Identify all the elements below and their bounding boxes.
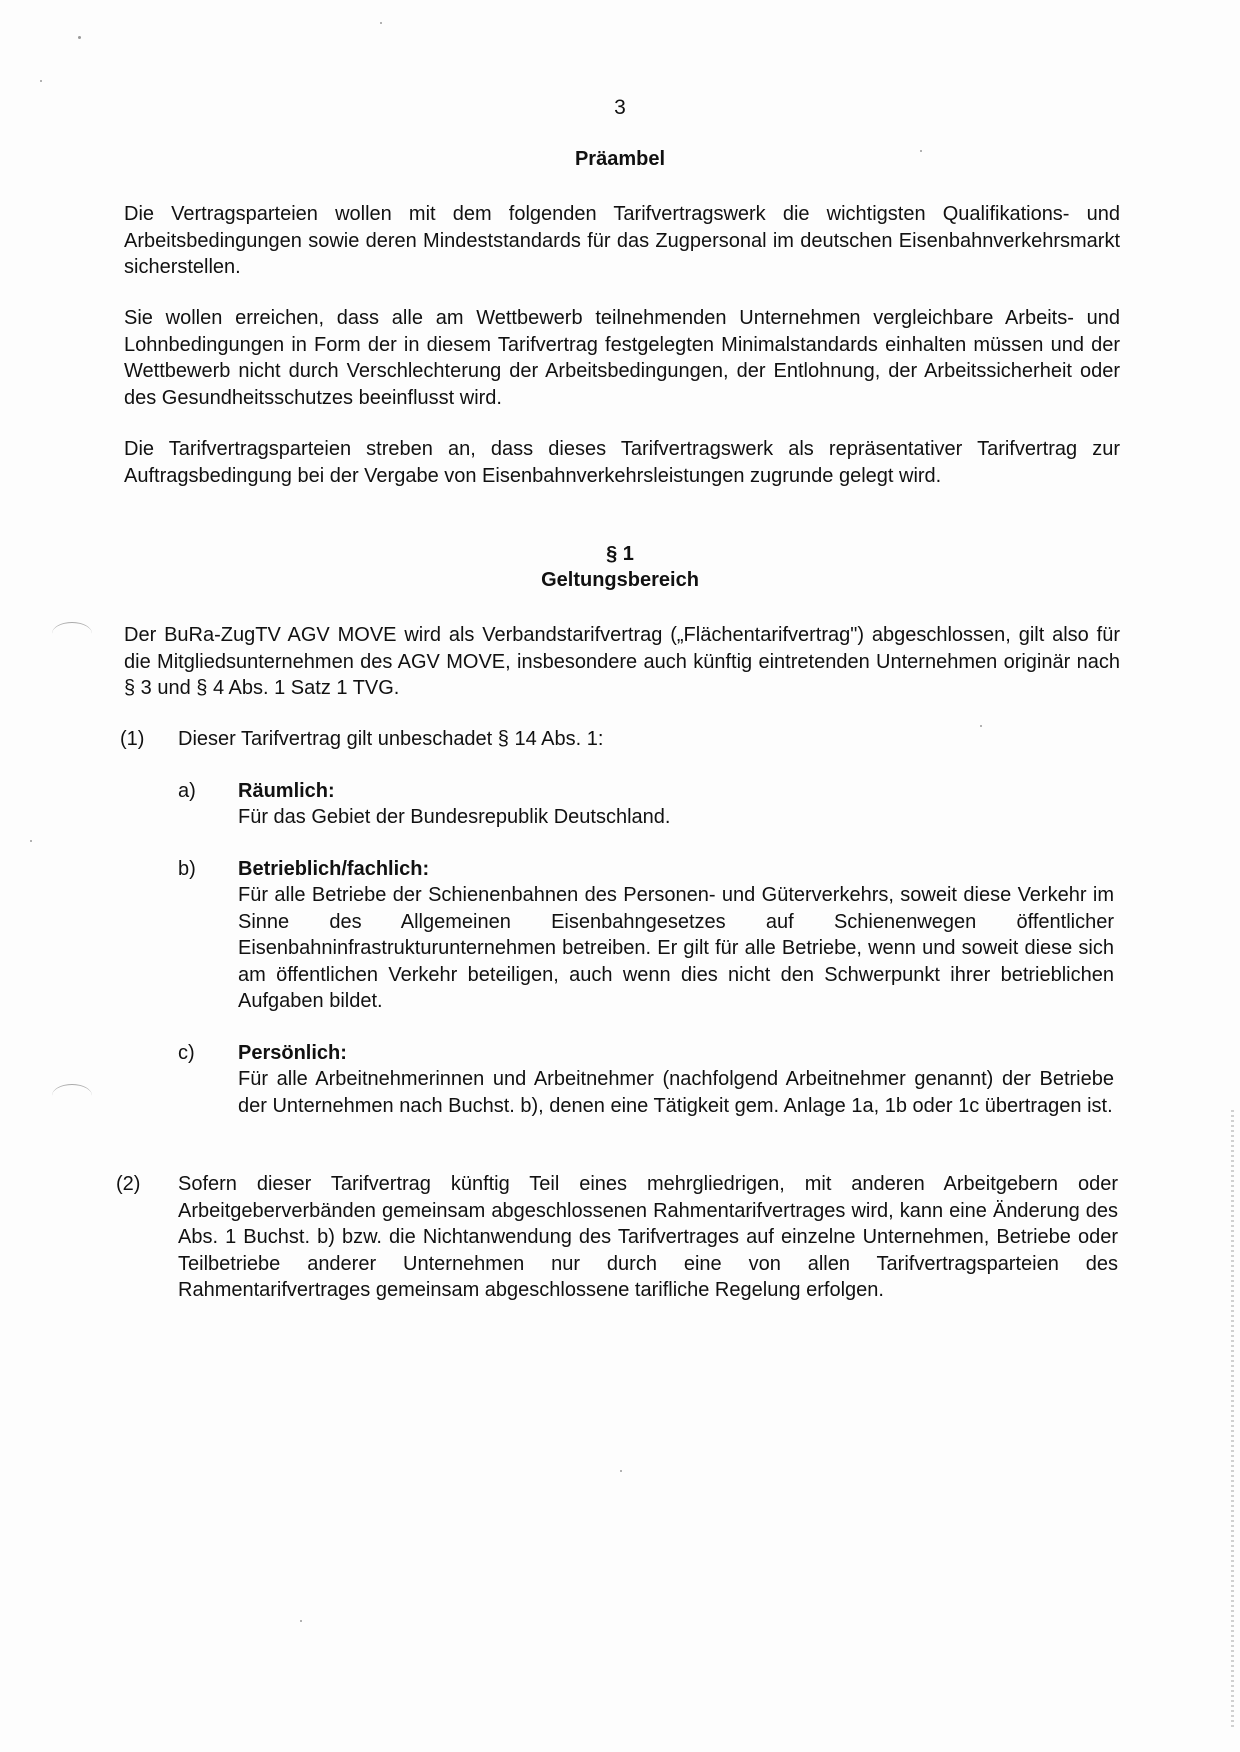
section-number: § 1 — [606, 543, 634, 565]
scan-speck — [30, 840, 32, 842]
section-title: Geltungsbereich — [541, 569, 699, 591]
subitem-a-label: a) — [178, 780, 196, 802]
scan-speck — [620, 1470, 622, 1472]
item-1-label: (1) — [120, 728, 145, 750]
page-number: 3 — [614, 96, 626, 119]
preamble-paragraph-3: Die Tarifvertragsparteien streben an, dass dieses Tarifvertragswerk als repräsentativer Tarifvertrag zur Auftragsbedingung bei der Vergabe von Eisenbahnverkehrsleistungen zugrunde gelegt wird. — [124, 438, 1120, 487]
scan-speck — [40, 80, 42, 82]
preamble-paragraph-1: Die Vertragsparteien wollen mit dem folgenden Tarifvertragswerk die wichtigsten Qualifikations- und Arbeitsbedingungen sowie deren Mindeststandards für das Zugpersonal im deutschen Eisenbahnverkehrsmarkt sicherstellen. — [124, 203, 1120, 278]
preamble-paragraph-2: Sie wollen erreichen, dass alle am Wettbewerb teilnehmenden Unternehmen vergleichbare Arbeits- und Lohnbedingungen in Form der in diesem Tarifvertrag festgelegten Minimalstandards einhalten müssen und der Wettbewerb nicht durch Verschlechterung der Arbeitsbedingungen, der Entlohnung, der Arbeitssicherheit oder des Gesundheitsschutzes beeinflusst wird. — [124, 307, 1120, 409]
item-1-text: Dieser Tarifvertrag gilt unbeschadet § 14 Abs. 1: — [178, 728, 604, 750]
item-2-text: Sofern dieser Tarifvertrag künftig Teil eines mehrgliedrigen, mit anderen Arbeitgebern oder Arbeitgeberverbänden gemeinsam abgeschlossenen Rahmentarifvertrages wird, kann eine Änderung des Abs. 1 Buchst. b) bzw. die Nichtanwendung des Tarifvertrages auf einzelne Unternehmen, Betriebe oder Teilbetriebe anderer Unternehmen nur durch eine von allen Tarifvertragsparteien des Rahmentarifvertrages gemeinsam abgeschlossene tarifliche Regelung erfolgen. — [178, 1173, 1118, 1301]
subitem-b-title: Betrieblich/fachlich: — [238, 858, 430, 880]
subitem-a-text: Für das Gebiet der Bundesrepublik Deutschland. — [238, 806, 671, 828]
item-2-label: (2) — [116, 1173, 141, 1195]
subitem-c-label: c) — [178, 1042, 195, 1064]
punch-hole-mark — [52, 622, 92, 645]
scan-edge-artifact — [1231, 1110, 1234, 1730]
subitem-a-title: Räumlich: — [238, 780, 335, 802]
subitem-b-label: b) — [178, 858, 196, 880]
subitem-c-title: Persönlich: — [238, 1042, 347, 1064]
preamble-title: Präambel — [574, 148, 666, 170]
subitem-c-text: Für alle Arbeitnehmerinnen und Arbeitnehmer (nachfolgend Arbeitnehmer genannt) der Betriebe der Unternehmen nach Buchst. b), denen eine Tätigkeit gem. Anlage 1a, 1b oder 1c übertragen ist. — [238, 1068, 1114, 1117]
punch-hole-mark — [52, 1084, 92, 1107]
scan-speck — [78, 36, 81, 39]
section-intro: Der BuRa-ZugTV AGV MOVE wird als Verbandstarifvertrag („Flächentarifvertrag") abgeschlossen, gilt also für die Mitgliedsunternehmen des AGV MOVE, insbesondere auch künftig eintretenden Unternehmen originär nach § 3 und § 4 Abs. 1 Satz 1 TVG. — [124, 624, 1120, 699]
subitem-b-text: Für alle Betriebe der Schienenbahnen des Personen- und Güterverkehrs, soweit diese Verkehr im Sinne des Allgemeinen Eisenbahngesetzes auf Schienenwegen öffentlicher Eisenbahninfrastrukturunternehmen betreiben. Er gilt für alle Betriebe, wenn und soweit diese sich am öffentlichen Verkehr beteiligen, auch wenn dies nicht den Schwerpunkt ihrer betrieblichen Aufgaben bildet. — [238, 884, 1114, 1012]
scan-speck — [300, 1620, 302, 1622]
scan-speck — [380, 22, 382, 24]
